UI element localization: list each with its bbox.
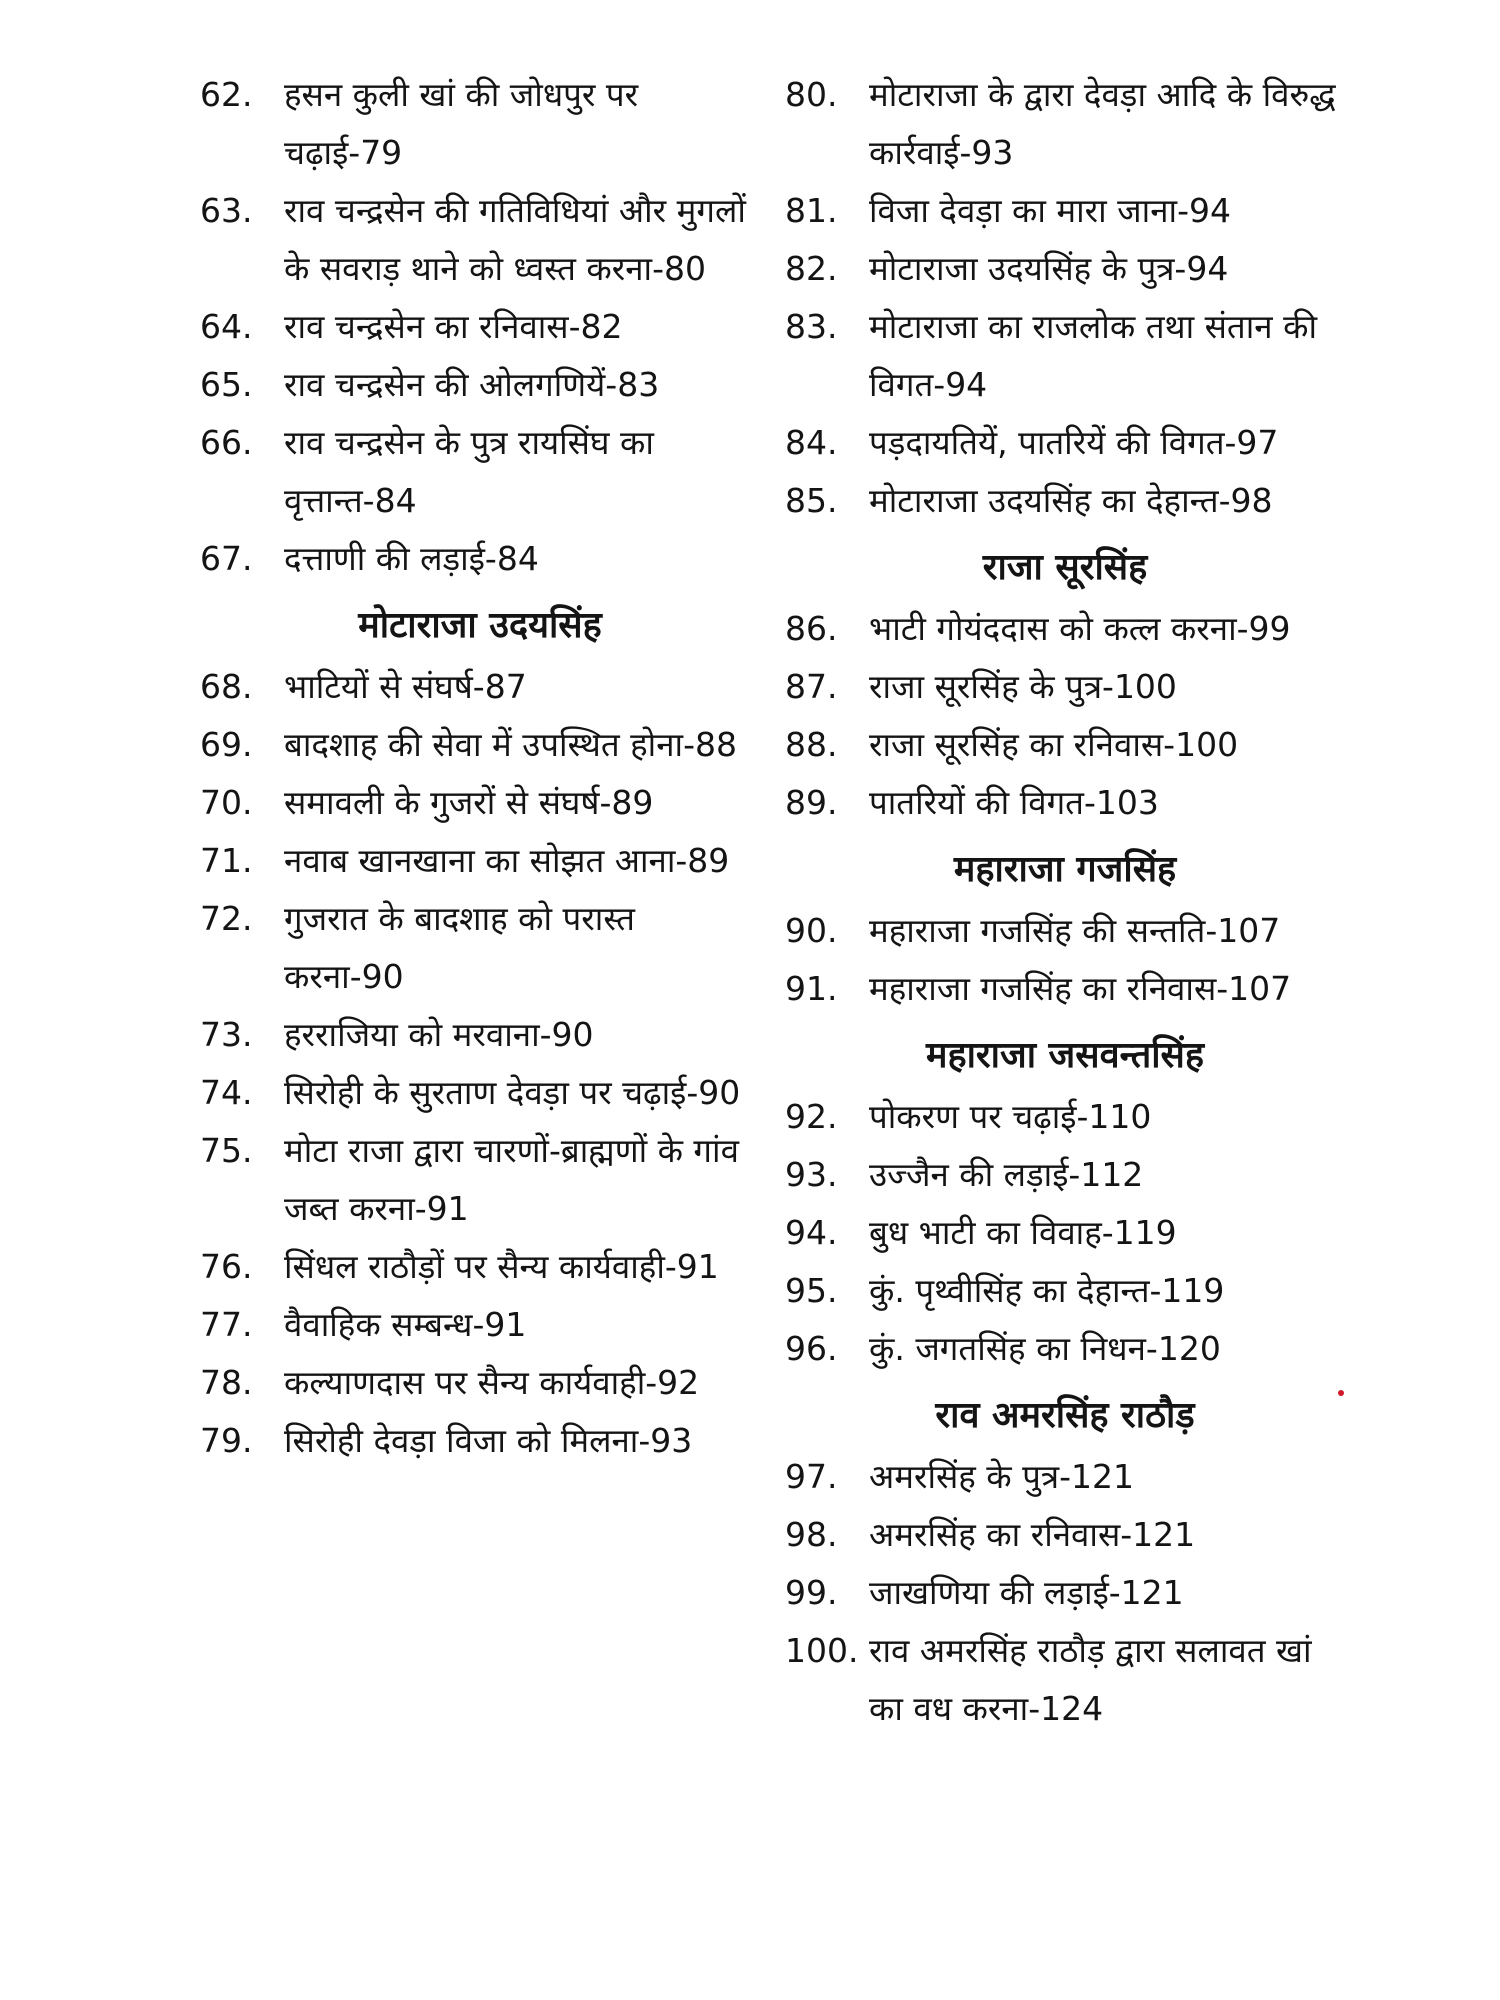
toc-left-column xyxy=(200,66,760,1470)
entry-title: राव अमरसिंह राठौड़ द्वारा सलावत खां का वध करना-124 xyxy=(869,1631,1312,1728)
entry-title: सिरोही देवड़ा विजा को मिलना-93 xyxy=(284,1421,693,1460)
toc-entry xyxy=(785,960,1345,1018)
toc-entry xyxy=(785,774,1345,832)
toc-entry xyxy=(785,472,1345,530)
entry-number: 88. xyxy=(785,725,838,764)
toc-right-column xyxy=(785,66,1345,1738)
toc-entry xyxy=(200,1122,760,1238)
entry-number: 80. xyxy=(785,75,838,114)
entry-number: 96. xyxy=(785,1329,838,1368)
entry-title: पातरियों की विगत-103 xyxy=(869,783,1159,822)
toc-entry xyxy=(200,356,760,414)
toc-entry xyxy=(785,66,1345,182)
entry-number: 99. xyxy=(785,1573,838,1612)
toc-entry xyxy=(785,716,1345,774)
toc-entry xyxy=(200,182,760,298)
entry-title: हरराजिया को मरवाना-90 xyxy=(284,1015,594,1054)
entry-title: अमरसिंह का रनिवास-121 xyxy=(869,1515,1196,1554)
entry-number: 62. xyxy=(200,75,253,114)
toc-entry xyxy=(785,902,1345,960)
entry-number: 98. xyxy=(785,1515,838,1554)
entry-number: 82. xyxy=(785,249,838,288)
entry-number: 85. xyxy=(785,481,838,520)
toc-entry xyxy=(200,832,760,890)
entry-title: महाराजा गजसिंह का रनिवास-107 xyxy=(869,969,1292,1008)
entry-title: राजा सूरसिंह के पुत्र-100 xyxy=(869,667,1177,706)
entry-title: भाटी गोयंददास को कत्ल करना-99 xyxy=(869,609,1291,648)
toc-entry xyxy=(200,1238,760,1296)
toc-entry xyxy=(785,1320,1345,1378)
toc-entry xyxy=(785,1506,1345,1564)
section-heading: महाराजा गजसिंह xyxy=(953,849,1177,890)
entry-number: 68. xyxy=(200,667,253,706)
toc-entry xyxy=(785,182,1345,240)
entry-title: सिंधल राठौड़ों पर सैन्य कार्यवाही-91 xyxy=(284,1247,719,1286)
entry-title: वैवाहिक सम्बन्ध-91 xyxy=(284,1305,527,1344)
entry-number: 93. xyxy=(785,1155,838,1194)
toc-entry xyxy=(200,1006,760,1064)
entry-title: विजा देवड़ा का मारा जाना-94 xyxy=(869,191,1231,230)
entry-number: 100. xyxy=(785,1631,859,1670)
toc-entry xyxy=(200,658,760,716)
entry-title: मोटाराजा उदयसिंह के पुत्र-94 xyxy=(869,249,1229,288)
section-heading: राव अमरसिंह राठौड़ xyxy=(935,1395,1195,1436)
red-ink-dot xyxy=(1338,1390,1344,1396)
entry-title: मोटाराजा का राजलोक तथा संतान की विगत-94 xyxy=(869,307,1317,404)
entry-title: राव चन्द्रसेन की गतिविधियां और मुगलों के सवराड़ थाने को ध्वस्त करना-80 xyxy=(284,191,746,288)
toc-entry xyxy=(200,774,760,832)
entry-title: पोकरण पर चढ़ाई-110 xyxy=(869,1097,1152,1136)
toc-entry xyxy=(785,600,1345,658)
entry-title: अमरसिंह के पुत्र-121 xyxy=(869,1457,1134,1496)
section-heading: राजा सूरसिंह xyxy=(982,547,1148,588)
entry-title: कल्याणदास पर सैन्य कार्यवाही-92 xyxy=(284,1363,700,1402)
entry-number: 81. xyxy=(785,191,838,230)
entry-number: 91. xyxy=(785,969,838,1008)
toc-entry xyxy=(785,658,1345,716)
entry-number: 84. xyxy=(785,423,838,462)
entry-title: राव चन्द्रसेन का रनिवास-82 xyxy=(284,307,623,346)
entry-number: 89. xyxy=(785,783,838,822)
entry-number: 70. xyxy=(200,783,253,822)
entry-title: बादशाह की सेवा में उपस्थित होना-88 xyxy=(284,725,737,764)
entry-number: 78. xyxy=(200,1363,253,1402)
entry-title: जाखणिया की लड़ाई-121 xyxy=(869,1573,1184,1612)
entry-number: 87. xyxy=(785,667,838,706)
toc-entry xyxy=(785,1088,1345,1146)
entry-title: बुध भाटी का विवाह-119 xyxy=(869,1213,1177,1252)
entry-title: गुजरात के बादशाह को परास्त करना-90 xyxy=(284,899,635,996)
entry-title: नवाब खानखाना का सोझत आना-89 xyxy=(284,841,730,880)
entry-title: राव चन्द्रसेन की ओलगणियें-83 xyxy=(284,365,660,404)
entry-number: 76. xyxy=(200,1247,253,1286)
entry-title: समावली के गुजरों से संघर्ष-89 xyxy=(284,783,654,822)
toc-entry xyxy=(200,298,760,356)
toc-entry xyxy=(785,240,1345,298)
entry-title: उज्जैन की लड़ाई-112 xyxy=(869,1155,1144,1194)
entry-number: 77. xyxy=(200,1305,253,1344)
entry-title: मोटाराजा के द्वारा देवड़ा आदि के विरुद्ध कार्रवाई-93 xyxy=(869,75,1336,172)
toc-entry xyxy=(200,1296,760,1354)
entry-title: पड़दायतियें, पातरियें की विगत-97 xyxy=(869,423,1279,462)
entry-title: हसन कुली खां की जोधपुर पर चढ़ाई-79 xyxy=(284,75,639,172)
toc-entry xyxy=(200,1412,760,1470)
entry-title: मोटाराजा उदयसिंह का देहान्त-98 xyxy=(869,481,1273,520)
entry-title: महाराजा गजसिंह की सन्तति-107 xyxy=(869,911,1281,950)
entry-number: 63. xyxy=(200,191,253,230)
entry-title: सिरोही के सुरताण देवड़ा पर चढ़ाई-90 xyxy=(284,1073,741,1112)
toc-entry xyxy=(785,1448,1345,1506)
toc-entry xyxy=(200,716,760,774)
entry-number: 66. xyxy=(200,423,253,462)
entry-number: 65. xyxy=(200,365,253,404)
entry-number: 72. xyxy=(200,899,253,938)
entry-number: 64. xyxy=(200,307,253,346)
toc-entry xyxy=(785,1146,1345,1204)
entry-title: भाटियों से संघर्ष-87 xyxy=(284,667,527,706)
entry-number: 95. xyxy=(785,1271,838,1310)
toc-entry xyxy=(785,414,1345,472)
section-heading: मोटाराजा उदयसिंह xyxy=(358,605,602,646)
section-heading: महाराजा जसवन्तसिंह xyxy=(925,1035,1205,1076)
entry-number: 69. xyxy=(200,725,253,764)
toc-entry xyxy=(785,1262,1345,1320)
entry-number: 67. xyxy=(200,539,253,578)
entry-title: दत्ताणी की लड़ाई-84 xyxy=(284,539,539,578)
entry-title: राजा सूरसिंह का रनिवास-100 xyxy=(869,725,1239,764)
entry-number: 75. xyxy=(200,1131,253,1170)
entry-number: 97. xyxy=(785,1457,838,1496)
toc-entry xyxy=(200,66,760,182)
entry-number: 83. xyxy=(785,307,838,346)
entry-number: 71. xyxy=(200,841,253,880)
toc-entry xyxy=(200,890,760,1006)
toc-entry xyxy=(200,530,760,588)
toc-entry xyxy=(785,298,1345,414)
toc-entry xyxy=(200,1064,760,1122)
toc-entry xyxy=(200,1354,760,1412)
entry-number: 94. xyxy=(785,1213,838,1252)
toc-entry xyxy=(200,414,760,530)
entry-title: कुं. जगतसिंह का निधन-120 xyxy=(869,1329,1221,1368)
entry-title: मोटा राजा द्वारा चारणों-ब्राह्मणों के गांव जब्त करना-91 xyxy=(284,1131,739,1228)
entry-title: राव चन्द्रसेन के पुत्र रायसिंघ का वृत्तान्त-84 xyxy=(284,423,654,520)
entry-title: कुं. पृथ्वीसिंह का देहान्त-119 xyxy=(869,1271,1225,1310)
toc-entry xyxy=(785,1622,1345,1738)
toc-entry xyxy=(785,1564,1345,1622)
entry-number: 74. xyxy=(200,1073,253,1112)
entry-number: 90. xyxy=(785,911,838,950)
entry-number: 79. xyxy=(200,1421,253,1460)
entry-number: 86. xyxy=(785,609,838,648)
entry-number: 92. xyxy=(785,1097,838,1136)
toc-entry xyxy=(785,1204,1345,1262)
entry-number: 73. xyxy=(200,1015,253,1054)
